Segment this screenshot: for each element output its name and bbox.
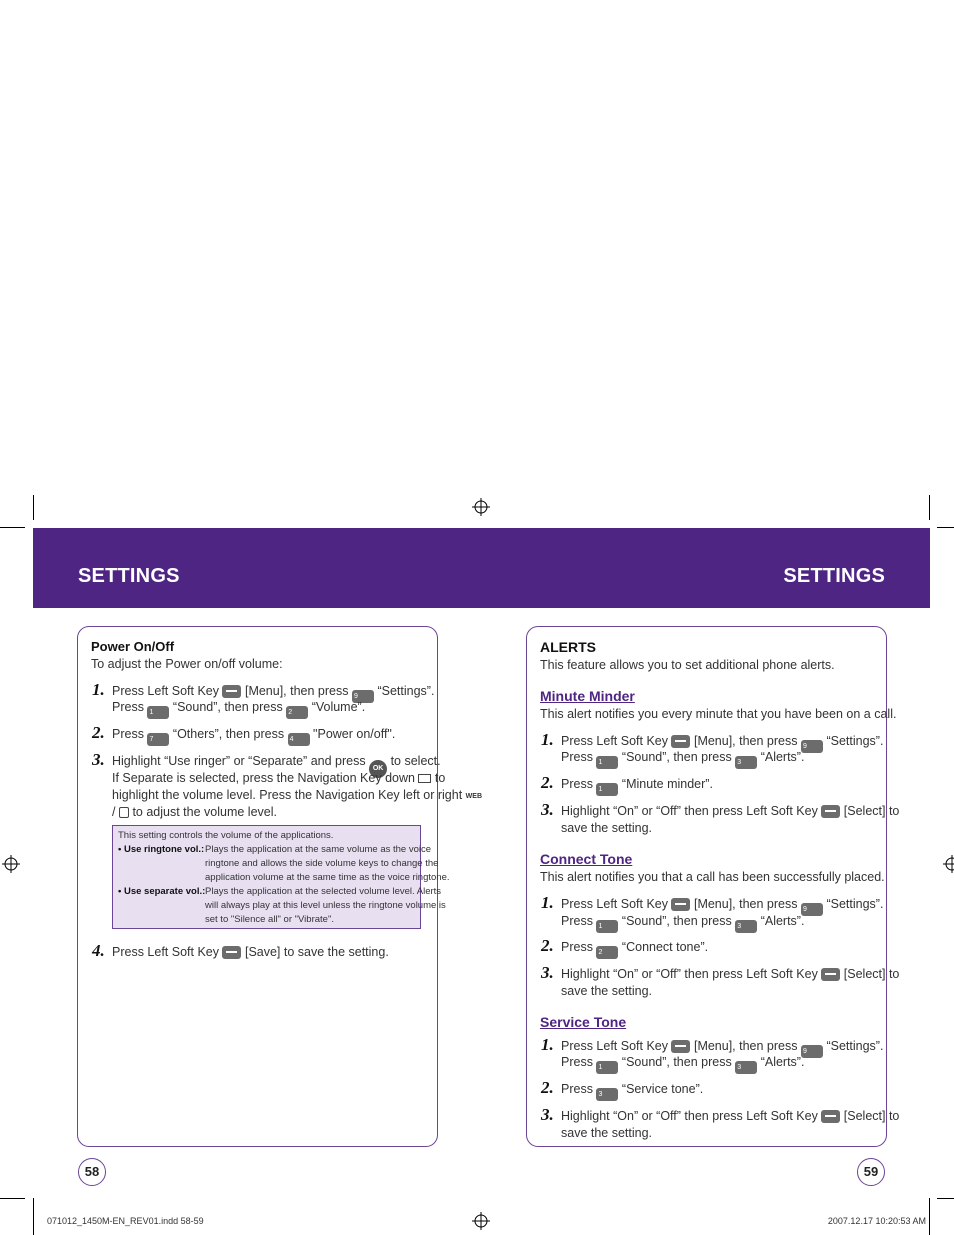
crop-mark (33, 1198, 34, 1235)
key-label: 3 (598, 1091, 603, 1098)
step-text (112, 699, 365, 719)
step-text-part: “Alerts”. (760, 1055, 805, 1069)
step-number: 1. (541, 730, 554, 749)
registration-mark-icon (943, 855, 954, 873)
step-text-part: [Select] to (843, 1109, 900, 1123)
note-line: set to "Silence all" or "Vibrate". (205, 914, 334, 925)
page-title-right: SETTINGS (783, 565, 885, 587)
note-line: This setting controls the volume of the applications. (118, 830, 334, 841)
step-text-part: Press (112, 700, 144, 714)
key-label: 9 (802, 1048, 807, 1055)
step-text-part: Press Left Soft Key (112, 945, 219, 959)
step-text-part: Press (561, 750, 593, 764)
key-label: 3 (737, 759, 742, 766)
key-label: 3 (737, 1064, 742, 1071)
step-text-part: “Service tone”. (621, 1082, 704, 1096)
step-number: 1. (92, 680, 105, 699)
page-number-right: 59 (857, 1158, 885, 1186)
step-text-part: Press (561, 1055, 593, 1069)
header-banner (33, 528, 930, 608)
step-text (561, 913, 804, 933)
step-text-part: "Power on/off". (313, 727, 396, 741)
page-title-left: SETTINGS (78, 565, 180, 587)
key-1-icon (596, 1061, 618, 1074)
step-text-part: [Select] to (843, 967, 900, 981)
step-text-part: Press Left Soft Key (561, 1039, 668, 1053)
registration-mark-icon (2, 855, 20, 873)
subsection-title-service-tone: Service Tone (540, 1014, 627, 1030)
step-text-part: highlight the volume level. Press the Navigation Key left or right (112, 788, 463, 802)
step-number: 3. (541, 800, 554, 819)
step-text-part: “Alerts”. (760, 750, 805, 764)
key-label: 1 (598, 786, 603, 793)
step-text-part: “Alerts”. (760, 914, 805, 928)
key-label: 7 (149, 736, 154, 743)
step-text-part: [Menu], then press (693, 1039, 798, 1053)
step-text (112, 804, 277, 820)
key-label: 2 (288, 709, 293, 716)
left-soft-key-icon (222, 946, 241, 959)
note-line: application volume at the same time as the voice ringtone. (205, 872, 450, 883)
crop-mark (929, 1198, 930, 1235)
step-text-part: Press (561, 940, 593, 954)
step-number: 3. (92, 750, 105, 769)
key-1-icon (596, 920, 618, 933)
key-label: 1 (598, 1064, 603, 1071)
step-text-part: “Settings”. (826, 734, 884, 748)
key-label: 3 (737, 923, 742, 930)
page-number-left: 58 (78, 1158, 106, 1186)
section-intro: To adjust the Power on/off volume: (91, 657, 283, 671)
key-7-icon (147, 733, 169, 746)
key-1-icon (147, 706, 169, 719)
left-soft-key-icon (821, 805, 840, 818)
step-number: 2. (541, 936, 554, 955)
subsection-title-connect-tone: Connect Tone (540, 851, 633, 867)
step-number: 3. (541, 1105, 554, 1124)
note-label-text: • Use ringtone vol.: (118, 844, 205, 855)
section-heading: Power On/Off (91, 639, 175, 654)
step-text-part: “Sound”, then press (621, 750, 732, 764)
step-text-part: Highlight “Use ringer” or “Separate” and press (112, 754, 366, 768)
step-text (561, 776, 713, 796)
step-number: 1. (541, 893, 554, 912)
step-text-part: Highlight “On” or “Off” then press Left Soft Key (561, 804, 818, 818)
step-text-part: [Save] to save the setting. (244, 945, 389, 959)
step-text (112, 770, 445, 786)
step-text-part: [Menu], then press (244, 684, 349, 698)
subsection-desc: This alert notifies you every minute that you have been on a call. (540, 707, 897, 721)
step-number: 3. (541, 963, 554, 982)
envelope-icon (418, 774, 431, 783)
subsection-title-minute-minder: Minute Minder (540, 688, 635, 704)
note-line: Plays the application at the same volume as the voice (205, 844, 432, 855)
step-text-part: “Settings”. (826, 897, 884, 911)
key-label: 1 (598, 759, 603, 766)
registration-mark-icon (472, 498, 490, 516)
step-text (112, 787, 482, 805)
footer-file-info: 071012_1450M-EN_REV01.indd 58-59 (47, 1216, 204, 1226)
step-text: save the setting. (561, 1126, 653, 1140)
note-label (118, 843, 204, 857)
step-text: save the setting. (561, 821, 653, 835)
step-text (561, 966, 899, 982)
registration-mark-icon (472, 1212, 490, 1230)
subsection-desc: This alert notifies you that a call has been successfully placed. (540, 870, 885, 884)
step-text-part: / (112, 805, 116, 819)
key-label: 1 (149, 709, 154, 716)
left-soft-key-icon (222, 685, 241, 698)
left-soft-key-icon (821, 968, 840, 981)
key-3-icon (735, 920, 757, 933)
step-text-part: If Separate is selected, press the Navigation Key down (112, 771, 415, 785)
key-1-icon (596, 783, 618, 796)
crop-mark (0, 1198, 25, 1199)
step-text-part: [Menu], then press (693, 734, 798, 748)
crop-mark (0, 527, 25, 528)
note-line: ringtone and allows the side volume keys to change the (205, 858, 439, 869)
step-text-part: Press Left Soft Key (561, 734, 668, 748)
step-number: 2. (541, 1078, 554, 1097)
key-label: 2 (598, 949, 603, 956)
note-label-text: • Use separate vol.: (118, 886, 206, 897)
note-label (118, 885, 205, 899)
step-text-part: “Connect tone”. (621, 940, 709, 954)
step-text (561, 749, 804, 769)
left-soft-key-icon (671, 898, 690, 911)
key-label: 9 (353, 693, 358, 700)
key-label: 4 (289, 736, 294, 743)
step-text (561, 803, 899, 819)
key-2-icon (596, 946, 618, 959)
crop-mark (937, 527, 954, 528)
key-2-icon (286, 706, 308, 719)
step-text-part: Highlight “On” or “Off” then press Left Soft Key (561, 967, 818, 981)
key-label: 1 (598, 923, 603, 930)
step-text-part: Press (112, 727, 144, 741)
step-number: 4. (92, 941, 105, 960)
footer-timestamp: 2007.12.17 10:20:53 AM (827, 1216, 926, 1226)
section-intro: This feature allows you to set additional phone alerts. (540, 658, 835, 672)
step-text (561, 1054, 804, 1074)
step-text-part: Press (561, 777, 593, 791)
step-text-part: “Volume”. (311, 700, 366, 714)
step-number: 2. (541, 773, 554, 792)
step-text (112, 944, 389, 960)
step-text (561, 939, 708, 959)
note-line: will always play at this level unless the ringtone volume is (205, 900, 446, 911)
step-text-part: “Sound”, then press (172, 700, 283, 714)
step-text-part: Press (561, 914, 593, 928)
step-text-part: to (434, 771, 446, 785)
step-text-part: “Settings”. (826, 1039, 884, 1053)
step-text (561, 1108, 899, 1124)
key-1-icon (596, 756, 618, 769)
step-text-part: Press (561, 1082, 593, 1096)
key-4-icon (288, 733, 310, 746)
step-number: 2. (92, 723, 105, 742)
key-3-icon (596, 1088, 618, 1101)
step-text-part: “Settings”. (377, 684, 435, 698)
step-text-part: Highlight “On” or “Off” then press Left Soft Key (561, 1109, 818, 1123)
step-text-part: “Minute minder”. (621, 777, 713, 791)
step-text-part: “Others”, then press (172, 727, 285, 741)
step-text-part: Press Left Soft Key (112, 684, 219, 698)
key-label: 9 (802, 906, 807, 913)
key-label: OK (372, 765, 384, 772)
section-heading: ALERTS (540, 639, 596, 655)
step-text: save the setting. (561, 984, 653, 998)
note-line: Plays the application at the selected volume level. Alerts (205, 886, 442, 897)
step-text-part: “Sound”, then press (621, 1055, 732, 1069)
step-text-part: [Menu], then press (693, 897, 798, 911)
left-soft-key-icon (671, 735, 690, 748)
web-key-icon: WEB (465, 793, 483, 800)
crop-mark (929, 495, 930, 520)
notepad-icon (119, 807, 129, 818)
left-soft-key-icon (821, 1110, 840, 1123)
left-soft-key-icon (671, 1040, 690, 1053)
key-label: 9 (802, 743, 807, 750)
step-text-part: Press Left Soft Key (561, 897, 668, 911)
crop-mark (33, 495, 34, 520)
key-3-icon (735, 1061, 757, 1074)
step-text-part: “Sound”, then press (621, 914, 732, 928)
step-number: 1. (541, 1035, 554, 1054)
step-text-part: to adjust the volume level. (132, 805, 277, 819)
step-text-part: [Select] to (843, 804, 900, 818)
step-text-part: to select. (390, 754, 441, 768)
step-text (112, 726, 395, 746)
step-text (561, 1081, 703, 1101)
crop-mark (937, 1198, 954, 1199)
key-3-icon (735, 756, 757, 769)
